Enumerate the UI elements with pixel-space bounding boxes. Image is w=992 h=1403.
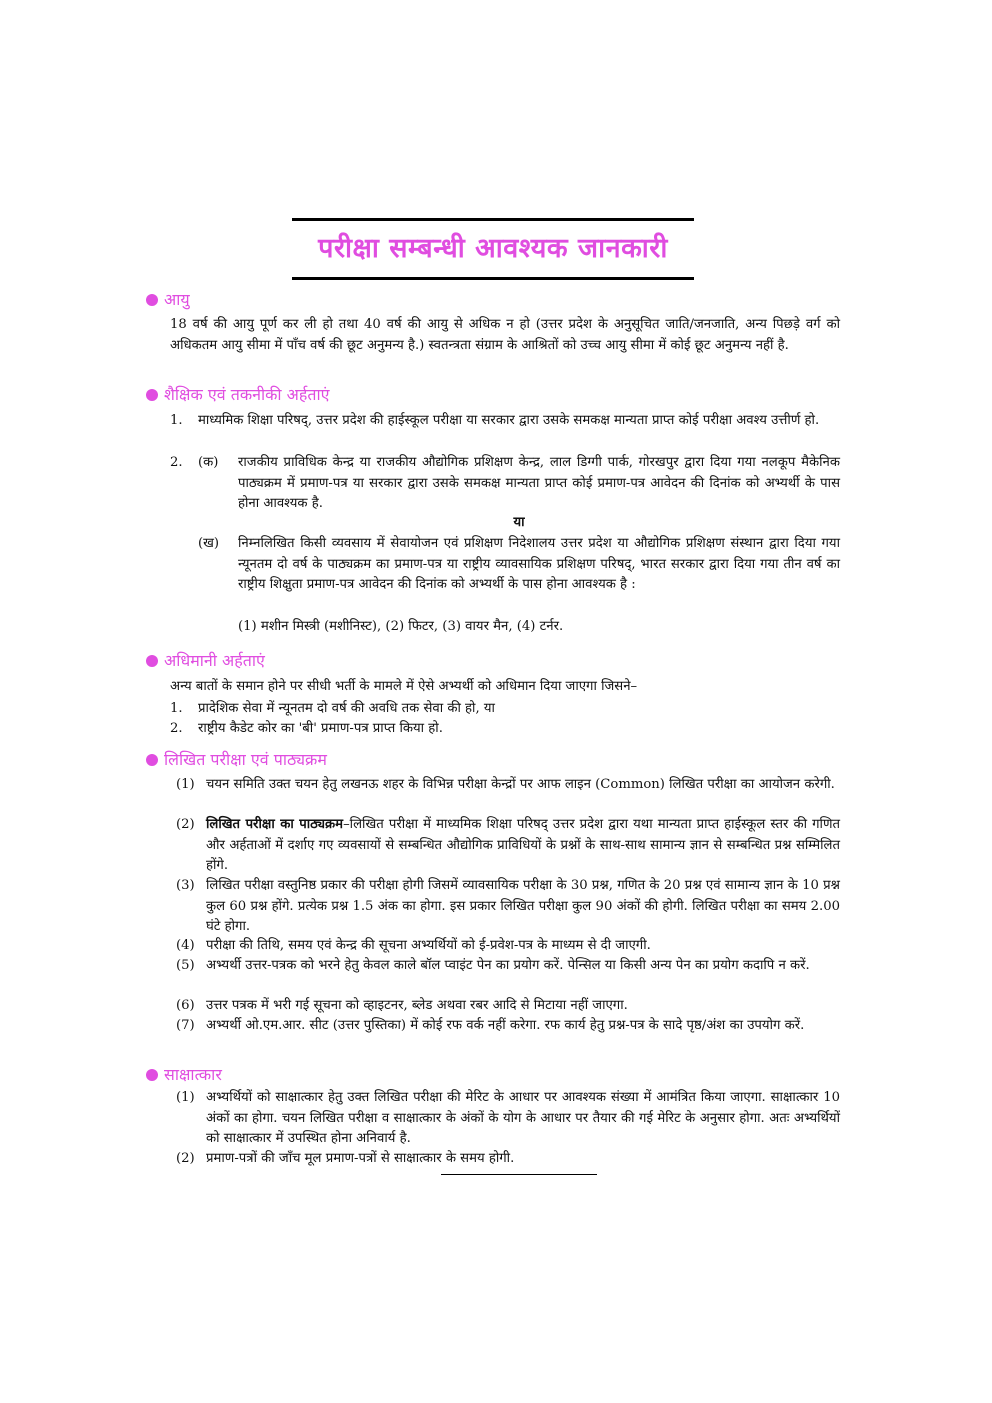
heading-interview: साक्षात्कार xyxy=(146,1065,222,1086)
bullet-icon xyxy=(146,655,158,667)
age-text: 18 वर्ष की आयु पूर्ण कर ली हो तथा 40 वर्ष की आयु से अधिक न हो (उत्तर प्रदेश के अनुसूचित जाति/जनजाति, अन्य पिछड़े वर्ग को अधिकतम आयु सीमा में पाँच वर्ष की छूट अनुमन्य है.) स्वतन्त्रता संग्राम के आश्रितों को उच्च आयु सीमा में कोई छूट अनुमन्य नहीं है. xyxy=(170,317,840,353)
bullet-icon xyxy=(146,1069,158,1081)
trades-list: (1) मशीन मिस्त्री (मशीनिस्ट), (2) फिटर, (3) वायर मैन, (4) टर्नर. xyxy=(238,619,564,634)
heading-qualifications: शैक्षिक एवं तकनीकी अर्हताएं xyxy=(146,385,329,406)
list-item: (6) उत्तर पत्रक में भरी गई सूचना को व्हाइटनर, ब्लेड अथवा रबर आदि से मिटाया नहीं जाएगा. xyxy=(176,998,628,1013)
list-item: (7) अभ्यर्थी ओ.एम.आर. सीट (उत्तर पुस्तिका) में कोई रफ वर्क नहीं करेगा. रफ कार्य हेतु प्रश्न-पत्र के सादे पृष्ठ/अंश का उपयोग करें. xyxy=(176,1018,805,1033)
list-item: (3) लिखित परीक्षा वस्तुनिष्ठ प्रकार की परीक्षा होगी जिसमें व्यावसायिक परीक्षा के 30 प्रश्न, गणित के 20 प्रश्न एवं सामान्य ज्ञान के 10 प्रश्न कुल 60 प्रश्न होंगे. प्रत्येक प्रश्न 1.5 अंक का होगा. इस प्रकार लिखित परीक्षा कुल 90 अंकों की होगी. लिखित परीक्षा का समय 2.00 घंटे होगा. xyxy=(176,878,840,934)
syllabus-label: लिखित परीक्षा का पाठ्यक्रम xyxy=(206,817,344,832)
heading-written-exam: लिखित परीक्षा एवं पाठ्यक्रम xyxy=(146,750,327,771)
list-item: (4) परीक्षा की तिथि, समय एवं केन्द्र की सूचना अभ्यर्थियों को ई-प्रवेश-पत्र के माध्यम से दी जाएगी. xyxy=(176,938,651,953)
list-item: (1) अभ्यर्थियों को साक्षात्कार हेतु उक्त लिखित परीक्षा की मेरिट के आधार पर आवश्यक संख्या में आमंत्रित किया जाएगा. साक्षात्कार 10 अंकों का होगा. चयन लिखित परीक्षा व साक्षात्कार के अंकों के योग के आधार पर तैयार की गई मेरिट के अनुसार होगा. अतः अभ्यर्थियों को साक्षात्कार में उपस्थित होना अनिवार्य है. xyxy=(176,1090,840,1146)
heading-preferential: अधिमानी अर्हताएं xyxy=(146,651,265,672)
heading-age: आयु xyxy=(146,290,190,311)
list-item: (2) लिखित परीक्षा का पाठ्यक्रम–लिखित परीक्षा में माध्यमिक शिक्षा परिषद् उत्तर प्रदेश द्वारा यथा मान्यता प्राप्त हाईस्कूल स्तर की गणित और अर्हताओं में दर्शाए गए व्यवसायों से सम्बन्धित औद्योगिक प्राविधियों के प्रश्नों के साथ-साथ सामान्य ज्ञान से सम्बन्धित प्रश्न सम्मिलित होंगे. xyxy=(176,817,841,873)
bullet-icon xyxy=(146,294,158,306)
list-item: (1) चयन समिति उक्त चयन हेतु लखनऊ शहर के विभिन्न परीक्षा केन्द्रों पर आफ लाइन (Common) लिखित परीक्षा का आयोजन करेगी. xyxy=(176,777,835,792)
list-item: (ख) निम्नलिखित किसी व्यवसाय में सेवायोजन एवं प्रशिक्षण निदेशालय उत्तर प्रदेश या औद्योगिक प्रशिक्षण संस्थान द्वारा दिया गया न्यूनतम दो वर्ष के पाठ्यक्रम का प्रमाण-पत्र या राष्ट्रीय व्यावसायिक प्रशिक्षण परिषद्, भारत सरकार द्वारा दिया गया तीन वर्ष का राष्ट्रीय शिक्षुता प्रमाण-पत्र आवेदन की दिनांक को अभ्यर्थी के पास होना आवश्यक है : xyxy=(198,536,840,592)
bullet-icon xyxy=(146,754,158,766)
end-divider xyxy=(441,1174,597,1175)
bullet-icon xyxy=(146,389,158,401)
list-item: (5) अभ्यर्थी उत्तर-पत्रक को भरने हेतु केवल काले बॉल प्वाइंट पेन का प्रयोग करें. पेन्सिल या किसी अन्य पेन का प्रयोग कदापि न करें. xyxy=(176,958,810,973)
list-item: (2) प्रमाण-पत्रों की जाँच मूल प्रमाण-पत्रों से साक्षात्कार के समय होगी. xyxy=(176,1151,515,1166)
list-item: 1. प्रादेशिक सेवा में न्यूनतम दो वर्ष की अवधि तक सेवा की हो, या xyxy=(170,701,495,716)
page-title: परीक्षा सम्बन्धी आवश्यक जानकारी xyxy=(318,232,668,264)
list-item: 2. राष्ट्रीय कैडेट कोर का 'बी' प्रमाण-पत्र प्राप्त किया हो. xyxy=(170,721,443,736)
title-box xyxy=(292,218,694,280)
or-divider: या xyxy=(513,515,525,530)
preferential-intro: अन्य बातों के समान होने पर सीधी भर्ती के मामले में ऐसे अभ्यर्थी को अधिमान दिया जाएगा जिसने– xyxy=(170,679,638,694)
list-item: 1. माध्यमिक शिक्षा परिषद्, उत्तर प्रदेश की हाईस्कूल परीक्षा या सरकार द्वारा उसके समकक्ष मान्यता प्राप्त कोई परीक्षा अवश्य उत्तीर्ण हो. xyxy=(170,413,820,428)
list-item: 2. (क) राजकीय प्राविधिक केन्द्र या राजकीय औद्योगिक प्रशिक्षण केन्द्र, लाल डिग्गी पार्क, गोरखपुर द्वारा दिया गया नलकूप मैकेनिक पाठ्यक्रम में प्रमाण-पत्र या सरकार द्वारा उसके समकक्ष मान्यता प्राप्त कोई प्रमाण-पत्र आवेदन की दिनांक को अभ्यर्थी के पास होना आवश्यक है. xyxy=(170,455,840,511)
